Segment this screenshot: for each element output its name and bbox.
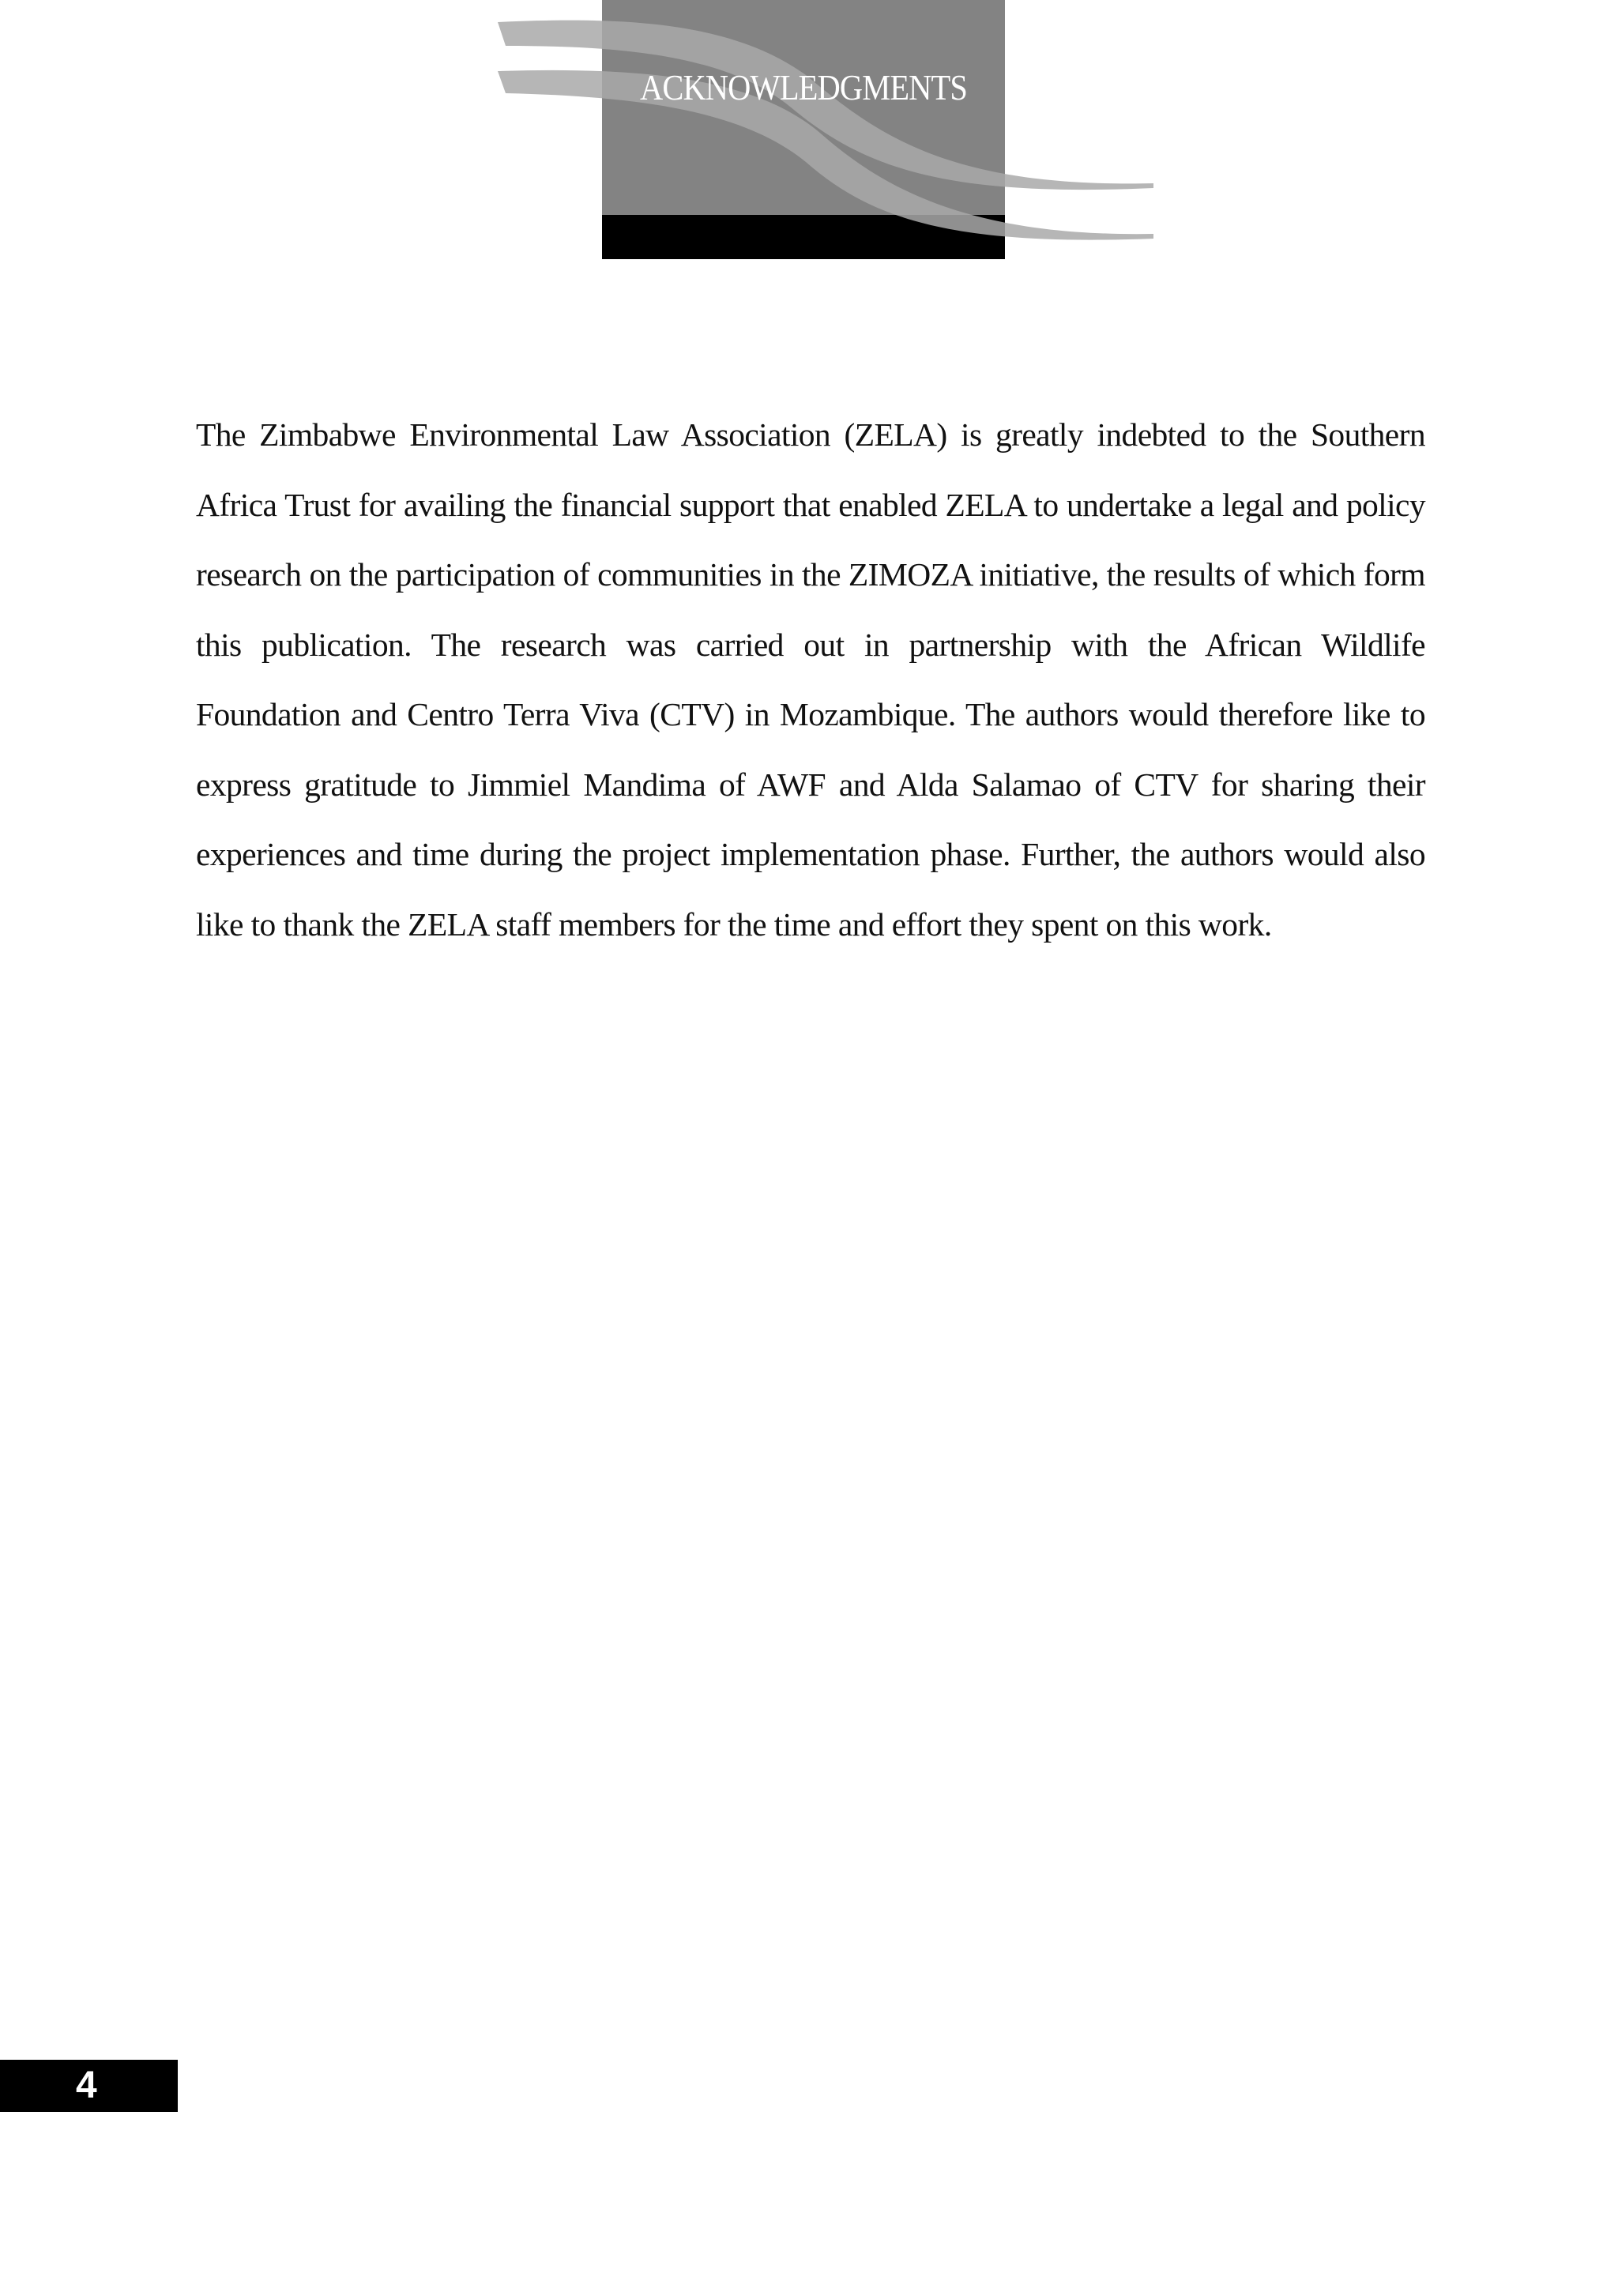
header-swoosh-decoration [0, 0, 1618, 269]
acknowledgments-paragraph: The Zimbabwe Environmental Law Association (ZELA) is greatly indebted to the Southern Africa Trust for availing the financial support that enabled ZELA to undertake a legal and policy research on the participation of communities in the ZIMOZA initiative, the results of which form this publication. The research was carried out in partnership with the African Wildlife Foundation and Centro Terra Viva (CTV) in Mozambique. The authors would therefore like to express gratitude to Jimmiel Mandima of AWF and Alda Salamao of CTV for sharing their experiences and time during the project implementation phase. Further, the authors would also like to thank the ZELA staff members for the time and effort they spent on this work. [196, 416, 1425, 943]
page-title: ACKNOWLEDGMENTS [639, 67, 968, 107]
page-number: 4 [76, 2065, 97, 2106]
